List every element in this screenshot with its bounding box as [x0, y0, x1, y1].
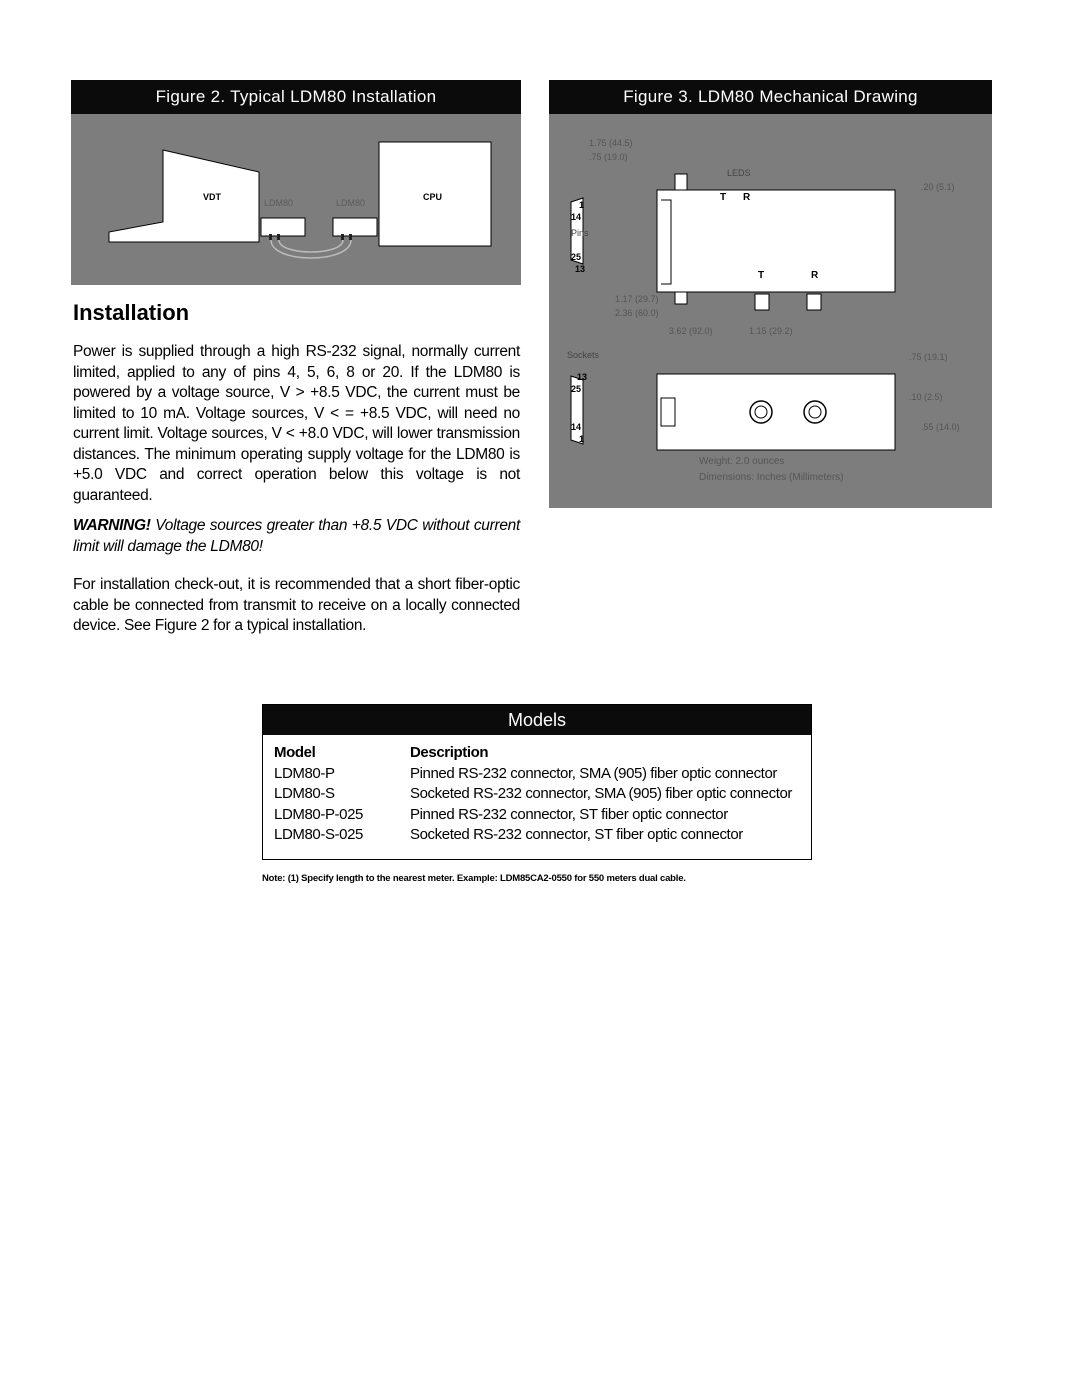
table-row — [274, 784, 792, 805]
dim-e: 2.36 (60.0) — [615, 308, 659, 318]
dim-i: .10 (2.5) — [909, 392, 943, 402]
dim-d: 1.17 (29.7) — [615, 294, 659, 304]
sock-25: 25 — [571, 384, 582, 394]
dim-b: .75 (19.0) — [589, 152, 628, 162]
ldm80-right-module — [333, 218, 377, 236]
description-cell: Pinned RS-232 connector, ST fiber optic connector — [410, 805, 728, 823]
model-cell: LDM80-P-025 — [274, 805, 363, 823]
dim-g: 1.15 (29.2) — [749, 326, 793, 336]
installation-heading: Installation — [73, 300, 190, 325]
models-table — [274, 743, 792, 846]
pin-13: 13 — [575, 264, 586, 274]
dim-a: 1.75 (44.5) — [589, 138, 633, 148]
installation-paragraph-1: Power is supplied through a high RS-232 signal, normally current limited, applied to any of pins 4, 5, 6, 8 or 20. If the LDM80 is powered by a voltage source, V > +8.5 VDC, the current must be limited to 10 mA. Voltage sources, V < = +8.5 VDC, will need no current limit. Voltage sources, V < +8.0 VDC, will lower transmission distances. The minimum operating supply voltage for the LDM80 is +5.0 VDC and correct operation below this voltage is not guaranteed. — [73, 343, 520, 504]
sock-13: 13 — [577, 372, 588, 382]
model-cell: LDM80-S — [274, 785, 335, 802]
vdt-label: VDT — [203, 192, 221, 202]
sockets-label: Sockets — [567, 350, 600, 360]
figure-2-title: Figure 2. Typical LDM80 Installation — [71, 80, 521, 114]
figure-3 — [549, 80, 992, 508]
table-row — [274, 825, 792, 846]
warning-paragraph — [73, 516, 520, 557]
led-r-label: R — [743, 192, 751, 203]
description-cell: Pinned RS-232 connector, SMA (905) fiber optic connector — [410, 764, 777, 782]
header-model: Model — [274, 744, 316, 761]
dim-f: 3.62 (92.0) — [669, 326, 713, 336]
description-cell: Socketed RS-232 connector, SMA (905) fiber optic connector — [410, 785, 793, 802]
figure-3-title: Figure 3. LDM80 Mechanical Drawing — [549, 80, 992, 114]
models-title: Models — [263, 705, 811, 735]
installation-paragraph-3: For installation check-out, it is recommended that a short fiber-optic cable be connected from transmit to receive on a locally connected device. See Figure 2 for a typical installation. — [73, 576, 520, 634]
dim-j: .55 (14.0) — [921, 422, 960, 432]
vdt-shape — [109, 150, 259, 242]
sock-1: 1 — [579, 434, 585, 444]
dim-c: .20 (5.1) — [921, 182, 955, 192]
warning-text: Voltage sources greater than +8.5 VDC without current limit will damage the LDM80! — [73, 517, 520, 555]
figure-2 — [71, 80, 521, 285]
models-box — [262, 704, 812, 860]
models-note: Note: (1) Specify length to the nearest meter. Example: LDM85CA2-0550 for 550 meters dual cable. — [262, 873, 686, 884]
housing-side-view — [657, 374, 895, 450]
warning-label: WARNING! — [73, 517, 151, 534]
ldm80-left-label: LDM80 — [264, 198, 294, 208]
pins-label: Pins — [571, 228, 589, 238]
conn-t-label: T — [758, 270, 765, 281]
pin-14: 14 — [571, 212, 582, 222]
leds-label: LEDS — [727, 168, 751, 178]
units-line: Dimensions: Inches (Millimeters) — [699, 472, 844, 483]
table-header-row — [274, 743, 792, 764]
conn-r-label: R — [811, 270, 819, 281]
weight-line: Weight: 2.0 ounces — [699, 456, 785, 467]
table-row — [274, 764, 792, 785]
ldm80-right-label: LDM80 — [336, 198, 366, 208]
model-cell: LDM80-P — [274, 764, 335, 782]
pin-1: 1 — [579, 200, 585, 210]
ldm80-left-module — [261, 218, 305, 236]
installation-diagram — [71, 114, 521, 285]
header-description: Description — [410, 744, 489, 761]
table-row — [274, 805, 792, 826]
housing-top-view — [657, 190, 895, 292]
dim-h: .75 (19.1) — [909, 352, 948, 362]
led-t-label: T — [720, 192, 727, 203]
cpu-label: CPU — [423, 192, 443, 202]
pin-25: 25 — [571, 252, 582, 262]
description-cell: Socketed RS-232 connector, ST fiber optic connector — [410, 826, 743, 843]
fiber-cable — [271, 240, 351, 258]
model-cell: LDM80-S-025 — [274, 826, 363, 843]
sock-14: 14 — [571, 422, 582, 432]
